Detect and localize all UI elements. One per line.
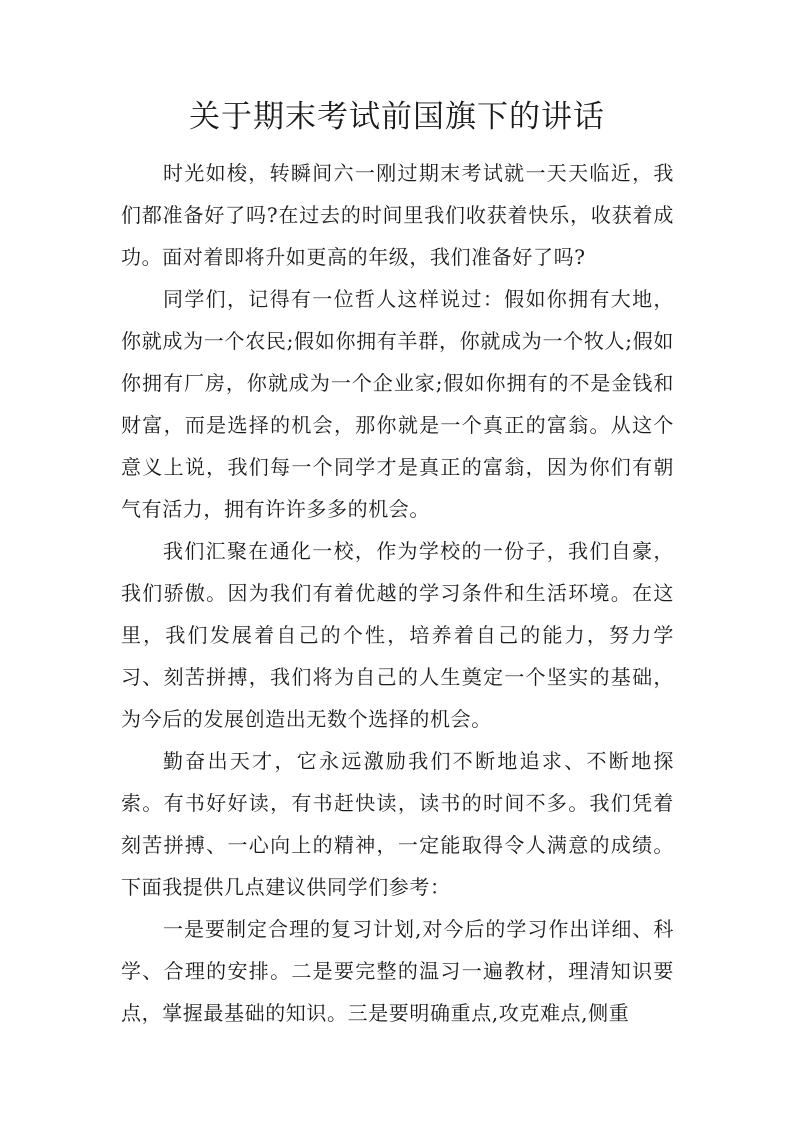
paragraph-4: 勤奋出天才，它永远激励我们不断地追求、不断地探索。有书好好读，有书赶快读，读书的时间不多。我们凭着刻苦拼搏、一心向上的精神，一定能取得令人满意的成绩。下面我提供几点建议供同学们参考： [121,749,674,899]
paragraph-1: 时光如梭，转瞬间六一刚过期末考试就一天天临近，我们都准备好了吗?在过去的时间里我们收获着快乐，收获着成功。面对着即将升如更高的年级，我们准备好了吗? [121,161,674,269]
paragraph-3: 我们汇聚在通化一校，作为学校的一份子，我们自豪，我们骄傲。因为我们有着优越的学习条件和生活环境。在这里，我们发展着自己的个性，培养着自己的能力，努力学习、刻苦拼搏，我们将为自己的人生奠定一个坚实的基础，为今后的发展创造出无数个选择的机会。 [121,539,674,731]
document-body [121,152,674,1034]
document-title: 关于期末考试前国旗下的讲话 [189,99,605,135]
paragraph-5: 一是要制定合理的复习计划,对今后的学习作出详细、科学、合理的安排。二是要完整的温习一遍教材，理清知识要点，掌握最基础的知识。三是要明确重点,攻克难点,侧重 [121,917,674,1025]
paragraph-2: 同学们，记得有一位哲人这样说过：假如你拥有大地，你就成为一个农民;假如你拥有羊群，你就成为一个牧人;假如你拥有厂房，你就成为一个企业家;假如你拥有的不是金钱和财富，而是选择的机会，那你就是一个真正的富翁。从这个意义上说，我们每一个同学才是真正的富翁，因为你们有朝气有活力，拥有许许多多的机会。 [121,287,674,521]
